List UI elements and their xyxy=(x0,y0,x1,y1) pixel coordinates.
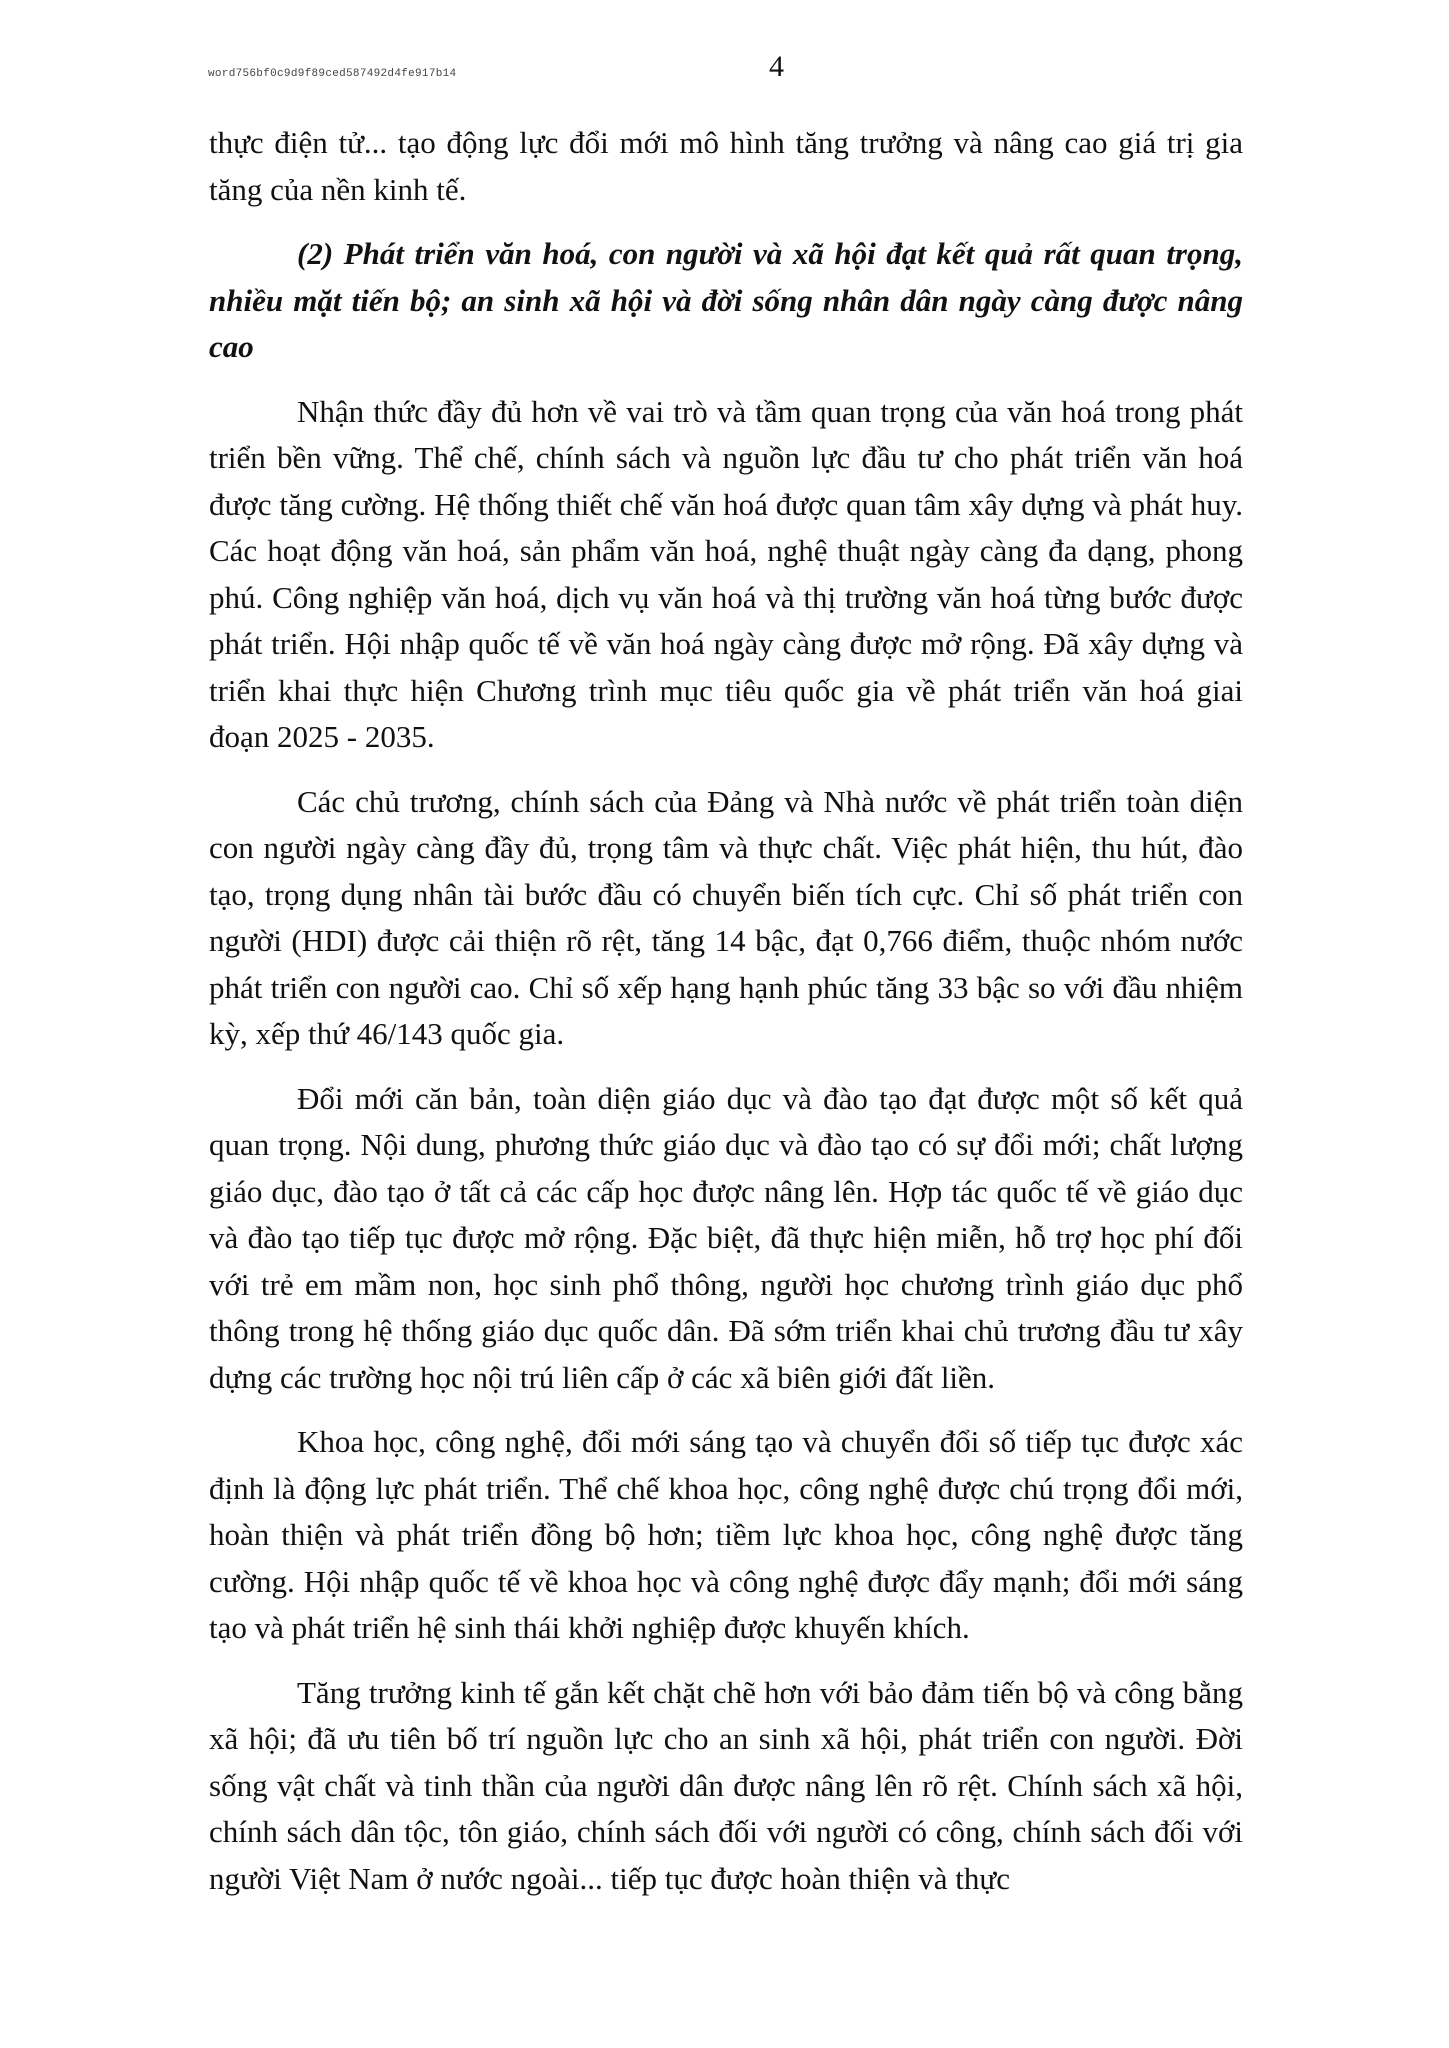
paragraph-science-technology: Khoa học, công nghệ, đổi mới sáng tạo và chuyển đổi số tiếp tục được xác định là động lực phát triển. Thể chế khoa học, công nghệ được chú trọng đổi mới, hoàn thiện và phát triển đồng bộ hơn; tiềm lực khoa học, công nghệ được tăng cường. Hội nhập quốc tế về khoa học và công nghệ được đẩy mạnh; đổi mới sáng tạo và phát triển hệ sinh thái khởi nghiệp được khuyến khích. xyxy=(209,1424,1243,1645)
paragraph-culture: Nhận thức đầy đủ hơn về vai trò và tầm quan trọng của văn hoá trong phát triển bền vững. Thể chế, chính sách và nguồn lực đầu tư cho phát triển văn hoá được tăng cường. Hệ thống thiết chế văn hoá được quan tâm xây dựng và phát huy. Các hoạt động văn hoá, sản phẩm văn hoá, nghệ thuật ngày càng đa dạng, phong phú. Công nghiệp văn hoá, dịch vụ văn hoá và thị trường văn hoá từng bước được phát triển. Hội nhập quốc tế về văn hoá ngày càng được mở rộng. Đã xây dựng và triển khai thực hiện Chương trình mục tiêu quốc gia về phát triển văn hoá giai đoạn 2025 - 2035. xyxy=(209,393,1243,754)
document-id: word756bf0c9d9f89ced587492d4fe917b14 xyxy=(208,68,457,80)
section-heading: (2) Phát triển văn hoá, con người và xã hội đạt kết quả rất quan trọng, nhiều mặt tiến bộ; an sinh xã hội và đời sống nhân dân ngày càng được nâng cao xyxy=(209,236,1243,364)
paragraph-continuation: thực điện tử... tạo động lực đổi mới mô hình tăng trưởng và nâng cao giá trị gia tăng của nền kinh tế. xyxy=(209,125,1243,207)
paragraph-human-development: Các chủ trương, chính sách của Đảng và Nhà nước về phát triển toàn diện con người ngày càng đầy đủ, trọng tâm và thực chất. Việc phát hiện, thu hút, đào tạo, trọng dụng nhân tài bước đầu có chuyển biến tích cực. Chỉ số phát triển con người (HDI) được cải thiện rõ rệt, tăng 14 bậc, đạt 0,766 điểm, thuộc nhóm nước phát triển con người cao. Chỉ số xếp hạng hạnh phúc tăng 33 bậc so với đầu nhiệm kỳ, xếp thứ 46/143 quốc gia. xyxy=(209,783,1243,1051)
page-number: 4 xyxy=(769,50,784,83)
paragraph-social-welfare: Tăng trưởng kinh tế gắn kết chặt chẽ hơn với bảo đảm tiến bộ và công bằng xã hội; đã ưu tiên bố trí nguồn lực cho an sinh xã hội, phát triển con người. Đời sống vật chất và tinh thần của người dân được nâng lên rõ rệt. Chính sách xã hội, chính sách dân tộc, tôn giáo, chính sách đối với người có công, chính sách đối với người Việt Nam ở nước ngoài... tiếp tục được hoàn thiện và thực xyxy=(209,1674,1243,1896)
paragraph-education: Đổi mới căn bản, toàn diện giáo dục và đào tạo đạt được một số kết quả quan trọng. Nội dung, phương thức giáo dục và đào tạo có sự đổi mới; chất lượng giáo dục, đào tạo ở tất cả các cấp học được nâng lên. Hợp tác quốc tế về giáo dục và đào tạo tiếp tục được mở rộng. Đặc biệt, đã thực hiện miễn, hỗ trợ học phí đối với trẻ em mầm non, học sinh phổ thông, người học chương trình giáo dục phổ thông trong hệ thống giáo dục quốc dân. Đã sớm triển khai chủ trương đầu tư xây dựng các trường học nội trú liên cấp ở các xã biên giới đất liền. xyxy=(209,1080,1243,1395)
document-body xyxy=(209,120,1243,1902)
